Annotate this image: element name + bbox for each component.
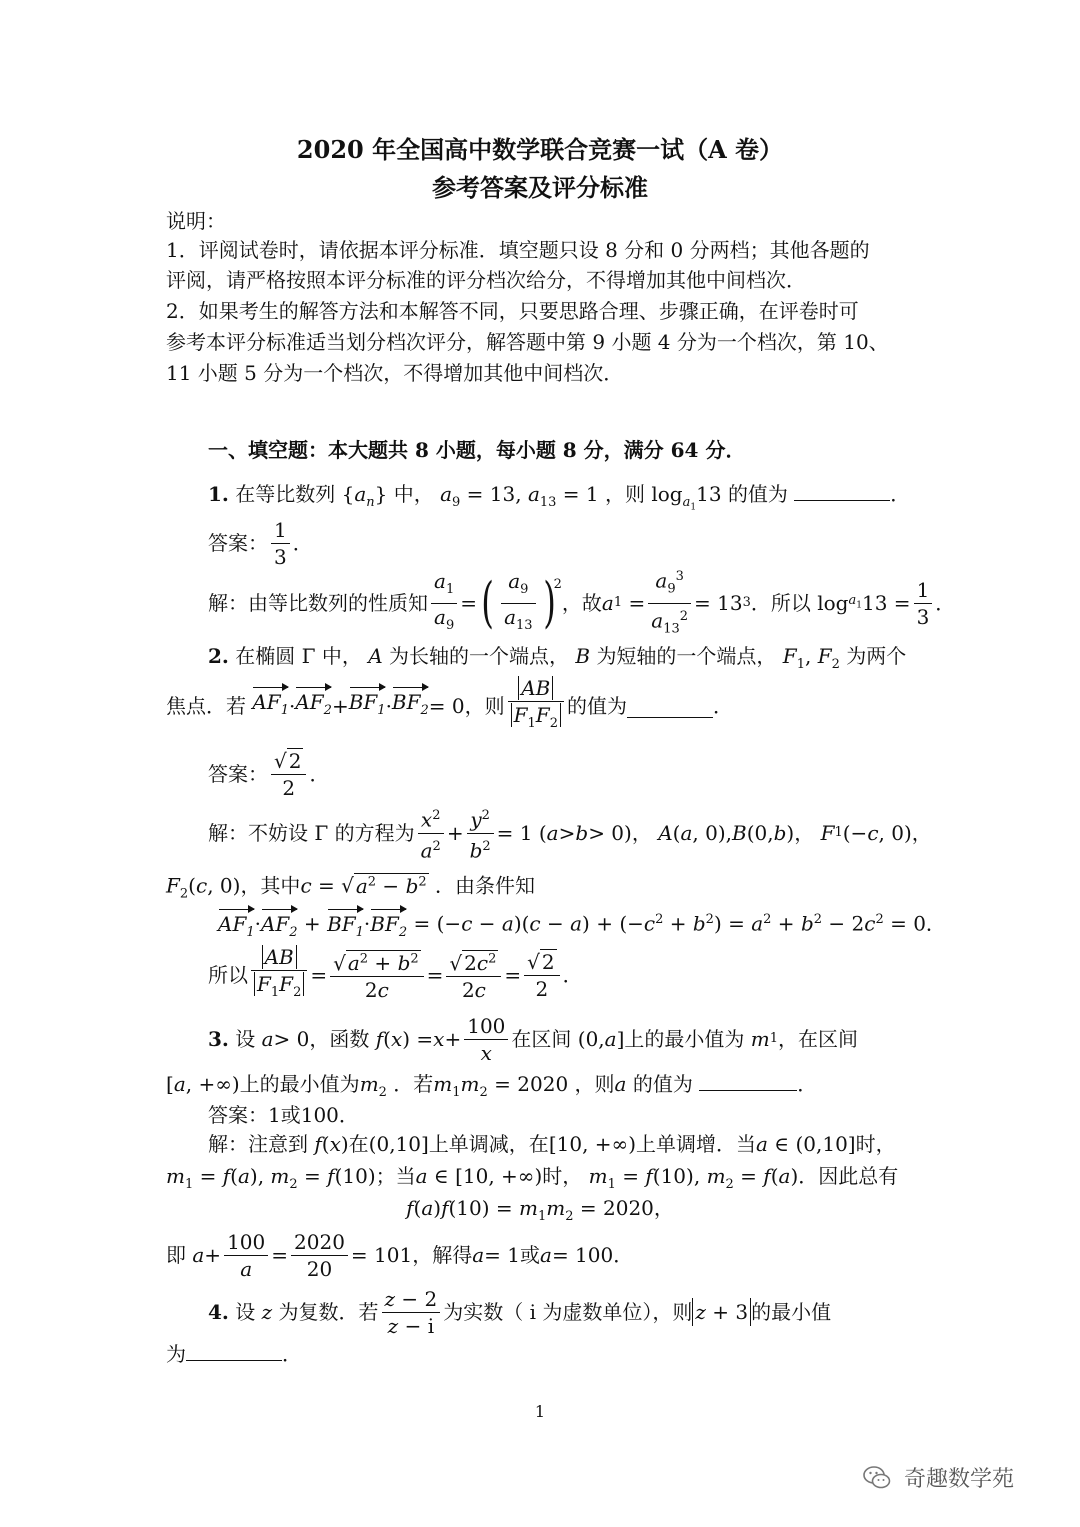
text: ，则 xyxy=(605,482,646,506)
answer-fraction: $\frac{√ 2}{2}$ xyxy=(271,748,306,801)
question-2-stem-line-2: 焦点．若 $AF_1$ · $AF_2$ + $BF_1$ · $BF_2$ = 0 ，则 $\frac{AB}{F_1F_2}$ 的值为 ． xyxy=(166,676,733,736)
text: 焦点．若 xyxy=(166,694,246,718)
answer-label: 答案： xyxy=(208,762,268,786)
text: 设 xyxy=(235,1300,256,1324)
question-1-solution: 解： 由等比数列的性质知 $\frac{a_1}{a_9}$ = ( $\frac{a_9}{a_{13}}$ ) $^2$ ，故 a 1 = $\frac{a_9^3}{a_{13}^2}$ = 13 3 ．所以 log $a_1$ 13 = $\frac{1}{3}$ ． xyxy=(208,570,955,636)
page-number: 1 xyxy=(534,1402,546,1421)
question-3-answer xyxy=(208,1101,359,1129)
text: ．所以 xyxy=(750,591,811,615)
formula: $\frac{a_9^3}{a_{13}^2}$ xyxy=(648,564,691,642)
question-3-solution-line-3: $f(a)f(10) = m_1m_2 = 2020$， xyxy=(406,1196,674,1224)
answer-blank xyxy=(794,478,890,501)
text: ，解得 xyxy=(412,1243,473,1267)
solution-label: 解： xyxy=(208,1132,248,1156)
formula: $\frac{a_9}{a_{13}}$ xyxy=(501,568,535,639)
text: 为实数（ i 为虚数单位），则 xyxy=(443,1300,693,1324)
answer-blank xyxy=(627,695,713,718)
question-3-solution-line-2: $m_1 = f(a)$, $m_2 = f(10)$；当a ∈ [10, +∞)时， $m_1 = f(10)$, $m_2 = f(a)$．因此总有 xyxy=(166,1164,899,1192)
text: 的值为 xyxy=(727,482,788,506)
text: 为 xyxy=(166,1342,186,1366)
text: ，则 xyxy=(464,694,505,718)
text: 上的最小值为 xyxy=(624,1027,745,1051)
text: 的值为 xyxy=(632,1072,693,1096)
text: 设 xyxy=(235,1027,256,1051)
formula: $\frac{AB}{F_1F_2}$ xyxy=(251,944,307,1006)
text: 为两个 xyxy=(846,644,907,668)
formula: $\frac{√ 2c^2}{2c}$ xyxy=(446,947,501,1004)
note-1-line-2: 评阅，请严格按照本评分标准的评分档次给分，不得增加其他中间档次． xyxy=(166,268,806,292)
question-4-stem-line-2: 为 ． xyxy=(166,1338,302,1368)
formula: $\frac{a_1}{a_9}$ xyxy=(431,568,457,639)
text: 为复数．若 xyxy=(278,1300,379,1324)
text: 即 xyxy=(166,1243,186,1267)
text: ．由条件知 xyxy=(435,873,536,898)
text: 由等比数列的性质知 xyxy=(248,591,428,615)
text: 在 xyxy=(348,1132,369,1156)
formula: $\frac{100}{a}$ xyxy=(224,1229,268,1282)
text: ，在区间 xyxy=(778,1027,859,1051)
text: 为长轴的一个端点， xyxy=(389,644,570,668)
text: 为短轴的一个端点， xyxy=(596,644,777,668)
note-1-line-1: 1．评阅试卷时，请依据本评分标准．填空题只设 8 分和 0 分两档；其他各题的 xyxy=(166,238,870,262)
question-2-stem-line-1: 2. 在椭圆 Γ 中， A 为长轴的一个端点， B 为短轴的一个端点， $F_1$, $F_2$ 为两个 xyxy=(208,644,907,672)
section-heading: 一、填空题：本大题共 8 小题，每小题 8 分，满分 64 分． xyxy=(208,438,746,462)
question-number: 3. xyxy=(208,1027,229,1051)
text: 的最小值 xyxy=(751,1300,832,1324)
text: 上单调减，在 xyxy=(428,1132,549,1156)
question-2-solution-line-1: 解： 不妨设 Γ 的方程为 $\frac{x^2}{a^2}$ + $\frac{y^2}{b^2}$ = 1 ( a > b > 0)， A ( a , 0), B (0, b )， F 1 (− c , 0)， xyxy=(208,804,932,862)
question-2-solution-line-3: $AF_1\cdot AF_2 + BF_1\cdot BF_2 = (-c - a)(c - a) + (-c^2 + b^2) = a^2 + b^2 - 2c^2 = 0$． xyxy=(218,906,946,947)
formula: $\frac{AB}{F_1F_2}$ xyxy=(508,675,564,737)
question-number: 2. xyxy=(208,644,229,668)
text: 上的最小值为 xyxy=(239,1072,360,1096)
question-4-stem-line-1: 4. 设 z 为复数．若 $\frac{z - 2}{z - i}$ 为实数（ i 为虚数单位），则 z + 3 的最小值 xyxy=(208,1286,832,1338)
note-2-line-1: 2．如果考生的解答方法和本解答不同，只要思路合理、步骤正确，在评卷时可 xyxy=(166,299,859,323)
text: 的值为 xyxy=(566,694,627,718)
text: ，则 xyxy=(574,1072,615,1096)
text: 在椭圆 Γ 中， xyxy=(235,644,362,668)
text: 所以 xyxy=(208,963,248,987)
formula: $\frac{√ 2}{2}$ xyxy=(524,949,559,1002)
note-2-line-2: 参考本评分标准适当划分档次评分，解答题中第 9 小题 4 分为一个档次，第 10、 xyxy=(166,330,889,354)
text: 注意到 xyxy=(248,1132,308,1156)
text: 或 xyxy=(520,1243,540,1267)
wechat-icon xyxy=(862,1465,892,1491)
notes-label: 说明： xyxy=(166,209,226,233)
question-3-solution-line-1: 解：注意到 f(x)在(0,10]上单调减，在[10, +∞)上单调增．当a ∈ (0,10]时， xyxy=(208,1132,896,1156)
question-2-solution-line-2: $F_2(c$, 0)，其中c = √ $a^2 - b^2$ ．由条件知 xyxy=(166,873,536,902)
answer-fraction: $\frac{1}{3}$ xyxy=(271,517,290,570)
question-3-stem-line-2: [a, +∞)上的最小值为$m_2$ ．若$m_1m_2 = 2020$ ，则a 的值为 ． xyxy=(166,1068,817,1107)
text: 时， xyxy=(542,1164,583,1188)
watermark-text: 奇趣数学苑 xyxy=(904,1467,1015,1492)
answer-label: 答案： xyxy=(208,531,268,555)
document-title: 2020 年全国高中数学联合竞赛一试（A 卷） xyxy=(296,135,784,164)
text: ．因此总有 xyxy=(798,1164,899,1188)
text: ，其中 xyxy=(240,873,301,898)
question-2-solution-line-4: 所以 $\frac{AB}{F_1F_2}$ = $\frac{√ a^2 + b^2}{2c}$ = $\frac{√ 2c^2}{2c}$ = $\frac{√ 2}{2}$ ． xyxy=(208,944,583,1006)
question-number: 1. xyxy=(208,482,229,506)
text: ．若 xyxy=(393,1072,434,1096)
answer-blank xyxy=(699,1068,797,1091)
text: ，函数 xyxy=(309,1027,370,1051)
text: 不妨设 Γ 的方程为 xyxy=(248,821,415,845)
text: 上单调增．当 xyxy=(636,1132,756,1156)
formula: $\frac{y^2}{b^2}$ xyxy=(467,803,494,863)
formula: $\frac{100}{x}$ xyxy=(464,1013,508,1066)
formula: $\frac{√ a^2 + b^2}{2c}$ xyxy=(330,947,424,1004)
question-number: 4. xyxy=(208,1300,229,1324)
solution-label: 解： xyxy=(208,591,248,615)
watermark xyxy=(862,1462,1014,1493)
answer-value: 1或100． xyxy=(268,1103,359,1127)
text: ；当 xyxy=(375,1164,416,1188)
formula: $\frac{x^2}{a^2}$ xyxy=(418,803,444,863)
formula: $\frac{1}{3}$ xyxy=(914,577,933,630)
answer-label: 答案： xyxy=(208,1103,268,1127)
text: 时， xyxy=(855,1132,896,1156)
formula: $\frac{z - 2}{z - i}$ xyxy=(382,1286,441,1339)
solution-label: 解： xyxy=(208,821,248,845)
question-3-stem-line-1: 3. 设 a > 0 ，函数 f ( x ) = x + $\frac{100}{x}$ 在区间 (0, a ] 上的最小值为 m 1 ，在区间 xyxy=(208,1013,859,1065)
text: ，故 xyxy=(561,591,602,615)
question-1-stem: 1. 在等比数列 $\{a_n\}$ 中， $a_9 = 13$, $a_{13} = 1$ ，则 $\log_{a_1}13$ 的值为 ． xyxy=(208,478,910,522)
answer-blank xyxy=(186,1338,282,1361)
note-2-line-3: 11 小题 5 分为一个档次，不得增加其他中间档次． xyxy=(166,361,624,385)
document-subtitle: 参考答案及评分标准 xyxy=(432,173,648,202)
question-2-answer: 答案： $\frac{√ 2}{2}$ ． xyxy=(208,748,330,800)
question-3-solution-line-4: 即 a + $\frac{100}{a}$ = $\frac{2020}{20}$ = 101 ，解得 a = 1 或 a = 100． xyxy=(166,1229,634,1281)
text: 在等比数列 xyxy=(235,482,336,506)
text: 中， xyxy=(393,482,434,506)
question-1-answer: 答案： $\frac{1}{3}$ ． xyxy=(208,517,313,569)
formula: $\frac{2020}{20}$ xyxy=(291,1229,348,1282)
text: 在区间 xyxy=(511,1027,572,1051)
